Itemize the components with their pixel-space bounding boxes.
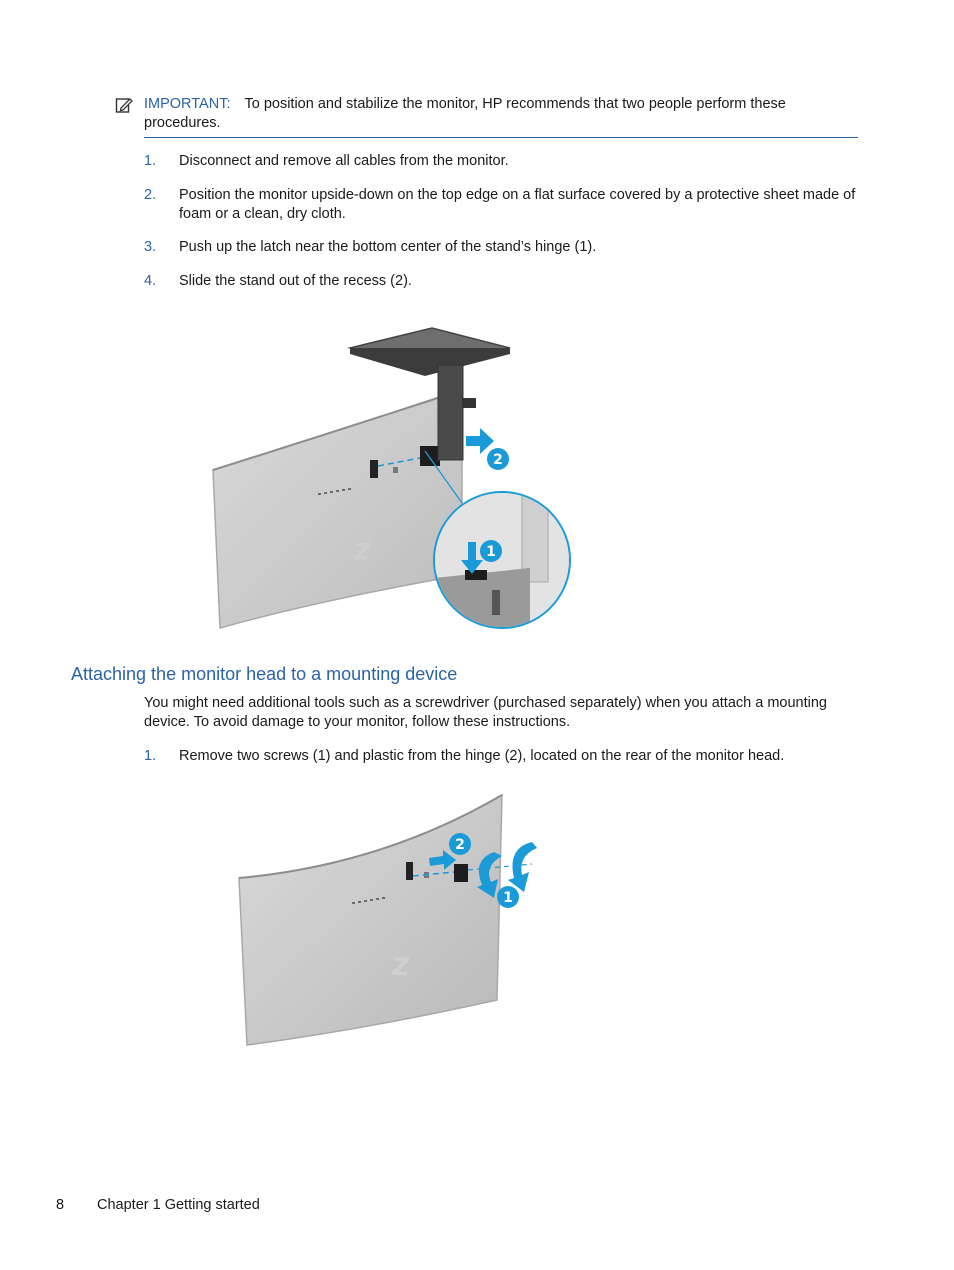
stand-neck — [438, 365, 463, 460]
step-number: 1. — [144, 748, 157, 764]
note-divider — [144, 137, 858, 138]
callout-2: 2 — [493, 452, 503, 468]
screw-removal-illustration — [232, 790, 542, 1055]
important-text-block — [144, 95, 854, 133]
callout-2: 2 — [455, 837, 465, 853]
section-heading: Attaching the monitor head to a mounting device — [71, 664, 458, 684]
step-text: Position the monitor upside-down on the top edge on a flat surface covered by a protective sheet made of foam or a clean, dry cloth. — [179, 187, 856, 222]
important-label: IMPORTANT: — [144, 96, 231, 112]
important-text: To position and stabilize the monitor, HP recommends that two people perform these procedures. — [144, 96, 786, 131]
monitor-back — [239, 795, 502, 1045]
arrow-right-icon — [466, 428, 494, 454]
step-number: 4. — [144, 273, 157, 289]
step-number: 1. — [144, 153, 157, 169]
monitor-back — [213, 390, 462, 628]
step-text: Disconnect and remove all cables from the monitor. — [179, 153, 509, 169]
step-text: Slide the stand out of the recess (2). — [179, 273, 412, 289]
step-number: 3. — [144, 239, 157, 255]
svg-text:Z: Z — [354, 537, 370, 562]
page-number: 8 — [56, 1197, 65, 1213]
step-number: 2. — [144, 187, 157, 203]
rotate-arrow-icon — [508, 842, 537, 892]
chapter-title: Chapter 1 Getting started — [97, 1197, 260, 1213]
callout-1: 1 — [486, 544, 496, 560]
step-text: Remove two screws (1) and plastic from the hinge (2), located on the rear of the monitor head. — [179, 748, 785, 764]
step-text: Push up the latch near the bottom center of the stand’s hinge (1). — [179, 239, 597, 255]
note-pencil-icon — [115, 96, 133, 114]
callout-1: 1 — [503, 890, 513, 906]
svg-text:Z: Z — [392, 953, 410, 981]
stand-removal-illustration — [200, 320, 580, 635]
section-intro: You might need additional tools such as a screwdriver (purchased separately) when you attach a mounting device. To avoid damage to your monitor, follow these instructions. — [144, 695, 827, 730]
